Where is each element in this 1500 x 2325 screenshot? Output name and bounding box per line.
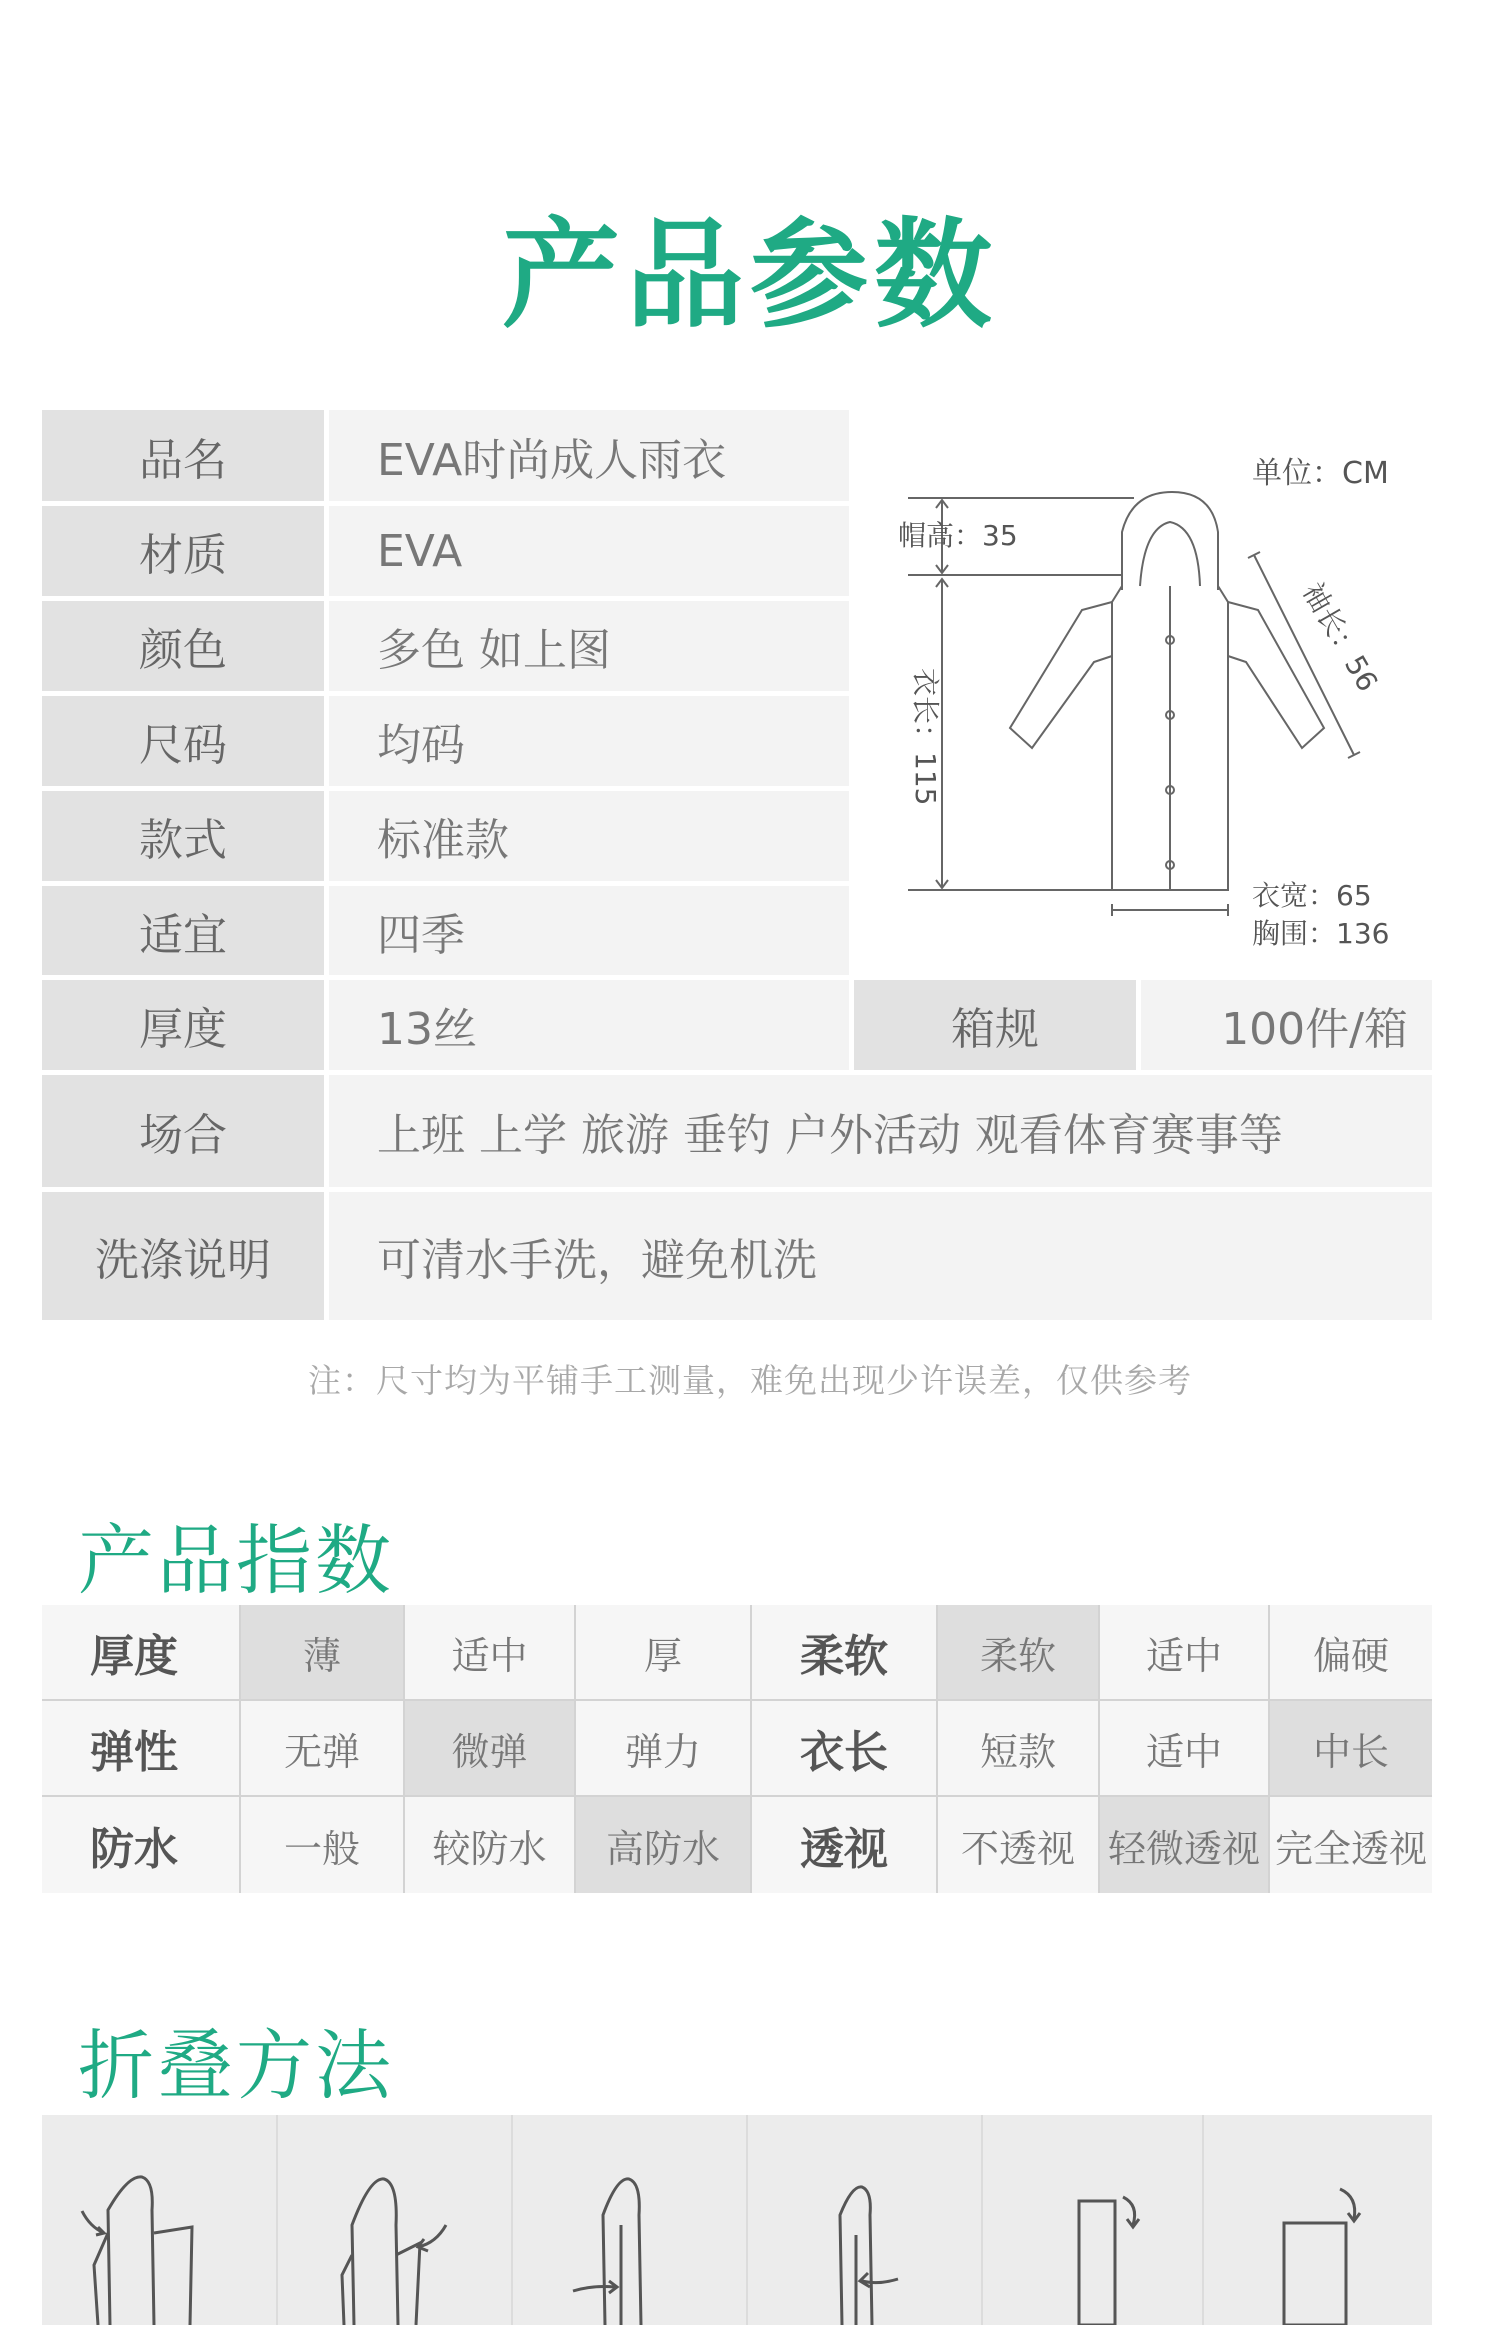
fold-step-1 bbox=[42, 2115, 276, 2325]
index-option-fairly-waterproof: 较防水 bbox=[405, 1797, 574, 1893]
index-option-medium-thickness: 适中 bbox=[405, 1605, 574, 1699]
fold-step-2 bbox=[278, 2115, 511, 2325]
param-value-color: 多色 如上图 bbox=[329, 601, 849, 691]
raincoat-size-diagram bbox=[854, 410, 1432, 975]
fold-section-title: 折叠方法 bbox=[78, 2021, 394, 2110]
diagram-chest-label: 胸围：136 bbox=[1252, 917, 1390, 950]
parameter-table bbox=[42, 410, 1432, 1320]
index-option-short: 短款 bbox=[938, 1701, 1098, 1795]
index-category-transparency: 透视 bbox=[752, 1797, 936, 1893]
param-label-color: 颜色 bbox=[42, 601, 324, 691]
raincoat-diagram-svg bbox=[854, 410, 1432, 975]
box-spec-label: 箱规 bbox=[854, 980, 1136, 1070]
diagram-width-label: 衣宽：65 bbox=[1252, 879, 1372, 912]
index-option-slightly-transparent: 轻微透视 bbox=[1100, 1797, 1268, 1893]
index-category-waterproof: 防水 bbox=[42, 1797, 239, 1893]
index-option-medium-length: 适中 bbox=[1100, 1701, 1268, 1795]
diagram-unit-label: 单位：CM bbox=[1252, 456, 1389, 491]
index-section-title: 产品指数 bbox=[78, 1516, 394, 1605]
fold-step-5-drawing bbox=[983, 2115, 1202, 2325]
index-option-no-stretch: 无弹 bbox=[241, 1701, 403, 1795]
index-option-opaque: 不透视 bbox=[938, 1797, 1098, 1893]
param-label-style: 款式 bbox=[42, 791, 324, 881]
index-option-normal: 一般 bbox=[241, 1797, 403, 1893]
param-value-style: 标准款 bbox=[329, 791, 849, 881]
param-value-name: EVA时尚成人雨衣 bbox=[329, 410, 849, 501]
product-index-table bbox=[42, 1605, 1432, 1893]
index-category-thickness: 厚度 bbox=[42, 1605, 239, 1699]
fold-step-5 bbox=[983, 2115, 1202, 2325]
index-option-fully-transparent: 完全透视 bbox=[1270, 1797, 1432, 1893]
diagram-sleeve-label: 袖长：56 bbox=[1295, 577, 1385, 698]
page-title: 产品参数 bbox=[501, 206, 998, 344]
fold-step-2-drawing bbox=[278, 2115, 511, 2325]
param-label-thickness: 厚度 bbox=[42, 980, 324, 1070]
fold-step-4-drawing bbox=[748, 2115, 981, 2325]
param-label-size: 尺码 bbox=[42, 696, 324, 786]
fold-step-6 bbox=[1204, 2115, 1432, 2325]
fold-step-1-drawing bbox=[42, 2115, 276, 2325]
box-spec-value: 100件/箱 bbox=[1141, 980, 1432, 1070]
index-category-softness: 柔软 bbox=[752, 1605, 936, 1699]
fold-step-3-drawing bbox=[513, 2115, 746, 2325]
fold-step-4 bbox=[748, 2115, 981, 2325]
index-option-soft: 柔软 bbox=[938, 1605, 1098, 1699]
param-value-season: 四季 bbox=[329, 886, 849, 975]
index-option-thick: 厚 bbox=[576, 1605, 750, 1699]
fold-step-3 bbox=[513, 2115, 746, 2325]
param-label-material: 材质 bbox=[42, 506, 324, 596]
measurement-note: 注：尺寸均为平铺手工测量，难免出现少许误差，仅供参考 bbox=[308, 1361, 1192, 1400]
index-option-highly-waterproof: 高防水 bbox=[576, 1797, 750, 1893]
param-value-thickness: 13丝 bbox=[329, 980, 849, 1070]
param-value-washing: 可清水手洗，避免机洗 bbox=[329, 1192, 1432, 1320]
index-option-slight-stretch: 微弹 bbox=[405, 1701, 574, 1795]
param-label-washing: 洗涤说明 bbox=[42, 1192, 324, 1320]
param-label-season: 适宜 bbox=[42, 886, 324, 975]
index-option-thin: 薄 bbox=[241, 1605, 403, 1699]
param-value-material: EVA bbox=[329, 506, 849, 596]
param-value-occasion: 上班 上学 旅游 垂钓 户外活动 观看体育赛事等 bbox=[329, 1075, 1432, 1187]
diagram-hood-label: 帽高：35 bbox=[898, 519, 1018, 552]
folding-steps bbox=[42, 2115, 1432, 2325]
index-category-length: 衣长 bbox=[752, 1701, 936, 1795]
diagram-length-label: 衣长：115 bbox=[909, 668, 942, 806]
param-label-name: 品名 bbox=[42, 410, 324, 501]
index-option-stiff: 偏硬 bbox=[1270, 1605, 1432, 1699]
index-option-elastic: 弹力 bbox=[576, 1701, 750, 1795]
index-option-mid-long: 中长 bbox=[1270, 1701, 1432, 1795]
fold-step-6-drawing bbox=[1204, 2115, 1432, 2325]
index-category-elasticity: 弹性 bbox=[42, 1701, 239, 1795]
param-label-occasion: 场合 bbox=[42, 1075, 324, 1187]
index-option-medium-softness: 适中 bbox=[1100, 1605, 1268, 1699]
param-value-size: 均码 bbox=[329, 696, 849, 786]
